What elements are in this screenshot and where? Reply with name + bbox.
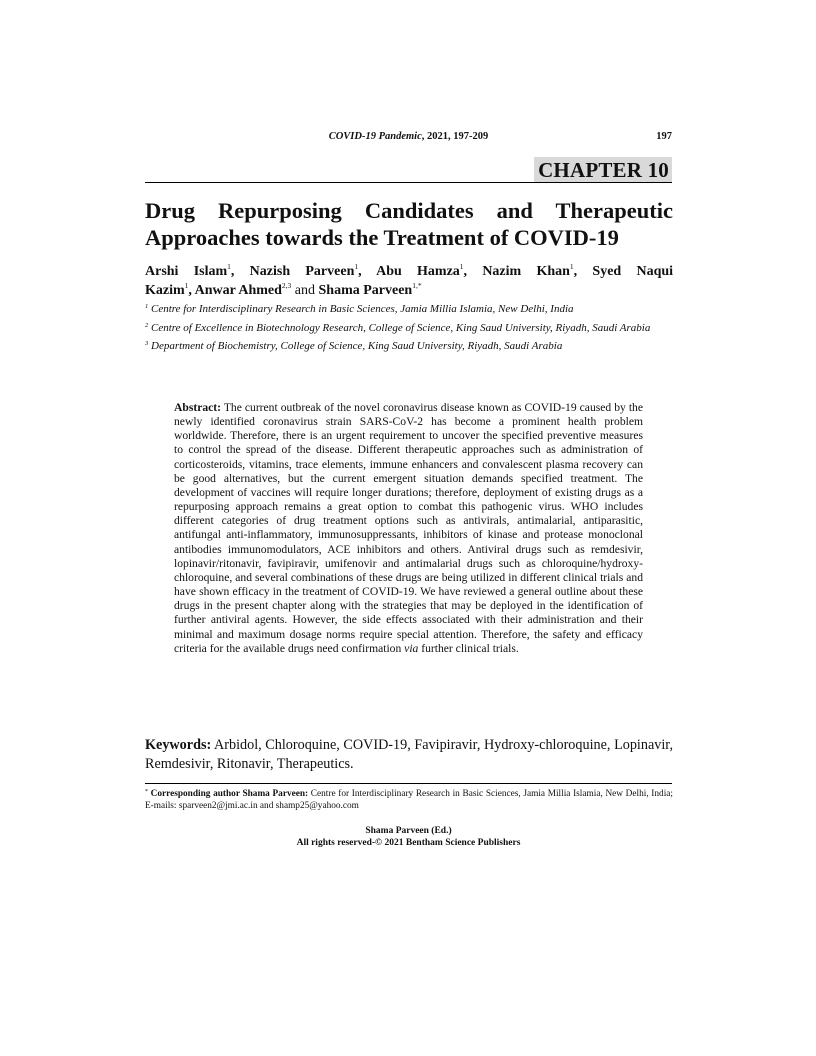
footnote-label: Corresponding author Shama Parveen:: [148, 789, 309, 799]
abstract-text-end: further clinical trials.: [418, 641, 519, 655]
title-line-1: Drug Repurposing Candidates and Therapeutic: [145, 198, 673, 223]
author-sep: ,: [463, 264, 483, 279]
author-row-1: [145, 262, 673, 281]
chapter-title: [145, 197, 673, 251]
author-affil-sup: 1: [184, 281, 189, 290]
author-name: Arshi Islam: [145, 264, 228, 279]
author-affil-sup: 1: [354, 262, 359, 271]
affiliation: [145, 322, 673, 336]
author-name: Abu Hamza: [376, 264, 460, 279]
author-affil-sup: 1: [569, 262, 574, 271]
abstract-italic-via: via: [404, 641, 419, 655]
affiliation-sup: 3: [145, 340, 149, 347]
affiliation-sup: 1: [145, 303, 149, 310]
affiliation-sup: 2: [145, 321, 149, 329]
footnote-text: Centre for Interdisciplinary Research in Basic Sciences, Jamia Millia Islamia, New Delhi, India; E-mails: sparveen2@jmi.ac.in and shamp25@yahoo.com: [145, 789, 673, 811]
author-sep: ,: [573, 264, 593, 279]
author-name: Nazim Khan: [482, 264, 570, 279]
affiliation-text: Department of Biochemistry, College of Science, King Saud University, Riyadh, Saudi Arabia: [151, 340, 563, 352]
chapter-label: CHAPTER 10: [534, 157, 672, 182]
title-line-2: Approaches towards the Treatment of COVID-19: [145, 225, 619, 250]
author-affil-sup: 1,*: [412, 281, 422, 290]
affiliation-text: Centre of Excellence in Biotechnology Research, College of Science, King Saud University, Riyadh, Saudi Arabia: [151, 321, 651, 334]
editor-line: Shama Parveen (Ed.): [365, 826, 452, 836]
chapter-rule: [145, 182, 672, 183]
author-name: Shama Parveen: [318, 283, 413, 298]
author-name-second-part: Kazim: [145, 283, 185, 298]
citation-range: , 2021, 197-209: [421, 131, 489, 142]
page-number: 197: [656, 131, 672, 142]
author-sep: ,: [358, 264, 377, 279]
abstract-label: Abstract:: [174, 401, 222, 414]
abstract: [174, 401, 643, 656]
affiliations: [145, 303, 673, 359]
author-sep: ,: [188, 283, 195, 298]
author-sep: and: [291, 283, 319, 298]
author-affil-sup: 2,3: [281, 281, 292, 290]
keywords: [145, 736, 673, 774]
keywords-text: Arbidol, Chloroquine, COVID-19, Favipiravir, Hydroxy-chloroquine, Lopinavir, Remdesivir, Ritonavir, Therapeutics.: [145, 737, 673, 772]
author-name-first-part: Syed Naqui: [592, 264, 674, 279]
author-list: [145, 262, 673, 300]
author-affil-sup: 1: [459, 262, 464, 271]
rights-line: All rights reserved-© 2021 Bentham Science Publishers: [296, 838, 521, 848]
keywords-label: Keywords:: [145, 737, 212, 753]
author-row-2: [145, 283, 422, 298]
author-name: Nazish Parveen: [249, 264, 355, 279]
affiliation-text: Centre for Interdisciplinary Research in Basic Sciences, Jamia Millia Islamia, New Delhi, India: [151, 303, 574, 315]
running-head: [145, 131, 672, 142]
affiliation: [145, 340, 673, 354]
author-sep: ,: [230, 264, 250, 279]
author-affil-sup: 1: [227, 262, 231, 271]
corresponding-author-footnote: [145, 789, 673, 812]
footnote-rule: [145, 783, 672, 784]
journal-title: COVID-19 Pandemic: [328, 131, 422, 142]
footnote-marker: *: [145, 789, 148, 795]
author-name: Anwar Ahmed: [194, 283, 282, 298]
abstract-text: The current outbreak of the novel coronavirus disease known as COVID-19 caused by the newly identified coronavirus strain SARS-CoV-2 has become a prominent health problem worldwide. Therefore, there is an urgent requirement to uncover the specified preventive measures to control the spread of the disease. Different therapeutic approaches such as administration of corticosteroids, vitamins, trace elements, immune enhancers and convalescent plasma recovery can be good alternatives, but the current emergent situation demands specified treatment. The development of vaccines will require longer durations; therefore, deployment of existing drugs as a repurposing approach remains a great option to combat this pathogenic virus. WHO includes different categories of drug treatment options such as antivirals, antimalarial, antiparasitic, antifungal anti-inflammatory, immunosuppressants, inhibitors of kinase and protease monoclonal antibodies immunomodulators, ACE inhibitors and others. Antiviral drugs such as remdesivir, lopinavir/ritonavir, favipiravir, umifenovir and antimalarial drugs such as chloroquine/hydroxy-chloroquine, and several combinations of these drugs are being utilized in different clinical trials and have shown efficacy in the treatment of COVID-19. We have reviewed a general outline about these drugs in the present chapter along with the strategies that may be deployed in the identification of further antiviral agents. However, the side effects associated with their administration and their minimal and maximum dosage norms require special attention. Therefore, the safety and efficacy criteria for the available drugs need confirmation: [174, 401, 643, 655]
affiliation: [145, 303, 673, 317]
